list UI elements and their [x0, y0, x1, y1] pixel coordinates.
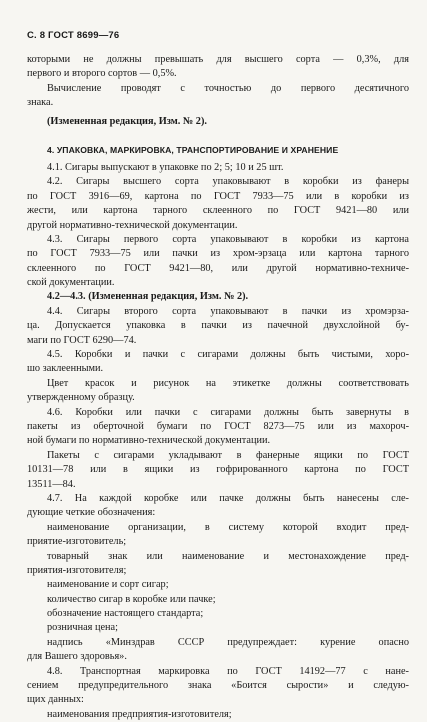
list-item: наименование и сорт сигар;: [47, 579, 169, 591]
text-line: которыми не должны превышать для высшего сорта — 0,3%, для: [27, 54, 409, 65]
text-line: 4.8. Транспортная маркировка по ГОСТ 14192—77 с нане-: [47, 665, 409, 677]
list-item: наименования предприятия-изготовителя;: [47, 708, 232, 720]
text-line: 4.1. Сигары выпускают в упаковке по 2; 5; 10 и 25 шт.: [47, 161, 284, 173]
text-line: по ГОСТ 3916—69, картона по ГОСТ 7933—75 или в коробки из: [27, 190, 409, 202]
text-line: жести, или картона тарного склеенного по ГОСТ 9421—80 или: [27, 205, 409, 217]
text-line: надпись «Минздрав СССР предупреждает: курение опасно: [47, 636, 409, 648]
text-line: ца. Допускается упаковка в пачки из пачечной двухслойной бу-: [27, 320, 409, 332]
amendment-note: (Измененная редакция, Изм. № 2).: [47, 115, 207, 127]
text-line: пакеты из оберточной бумаги по ГОСТ 8273—75 или из махороч-: [27, 420, 409, 432]
text-line: 10131—78 или в ящики из гофрированного картона по ГОСТ: [27, 464, 409, 476]
section-title: 4. УПАКОВКА, МАРКИРОВКА, ТРАНСПОРТИРОВАНИЕ И ХРАНЕНИЕ: [47, 144, 339, 155]
text-line: 4.5. Коробки и пачки с сигарами должны быть чистыми, хоро-: [47, 349, 409, 361]
text-line: сением предупредительного знака «Боится сырости» и следую-: [27, 680, 409, 692]
text-line: 4.3. Сигары первого сорта упаковывают в коробки из картона: [47, 233, 409, 245]
text-line: приятия-изготовителя;: [27, 564, 127, 576]
text-line: склеенного по ГОСТ 9421—80, или другой нормативно-техниче-: [27, 262, 409, 274]
text-line: знака.: [27, 97, 54, 109]
text-line: по ГОСТ 7933—75 или пачки из хром-эрзаца или картона тарного: [27, 248, 409, 260]
text-line: 13511—84.: [27, 478, 76, 490]
text-line: Цвет красок и рисунок на этикетке должны соответствовать: [47, 377, 409, 389]
list-item: обозначение настоящего стандарта;: [47, 608, 204, 620]
text-line: ной бумаги по нормативно-технической документации.: [27, 435, 271, 447]
text-line: товарный знак или наименование и местонахождение пред-: [47, 550, 409, 562]
list-item: количество сигар в коробке или пачке;: [47, 593, 216, 605]
list-item: розничная цена;: [47, 622, 118, 634]
text-line: шо заклеенными.: [27, 363, 104, 375]
text-line: 4.7. На каждой коробке или пачке должны быть нанесены сле-: [47, 492, 409, 504]
text-line: ской документации.: [27, 277, 115, 289]
text-line: Пакеты с сигарами укладывают в фанерные ящики по ГОСТ: [47, 449, 409, 461]
text-line: дующие четкие обозначения:: [27, 507, 156, 519]
text-line: утвержденному образцу.: [27, 392, 135, 404]
text-line: 4.2. Сигары высшего сорта упаковывают в коробки из фанеры: [47, 176, 409, 188]
page-header: С. 8 ГОСТ 8699—76: [27, 30, 120, 41]
text-line: приятие-изготовитель;: [27, 536, 127, 548]
document-body: [27, 53, 409, 722]
amendment-note: 4.2—4.3. (Измененная редакция, Изм. № 2).: [47, 291, 249, 303]
text-line: маги по ГОСТ 6290—74.: [27, 334, 137, 346]
text-line: наименование организации, в систему которой входит пред-: [47, 521, 409, 533]
text-line: другой нормативно-технической документации.: [27, 219, 238, 231]
text-line: щих данных:: [27, 694, 84, 706]
text-line: 4.4. Сигары второго сорта упаковывают в пачки из хромэрза-: [47, 305, 409, 317]
text-line: 4.6. Коробки или пачки с сигарами должны быть завернуты в: [47, 406, 409, 418]
text-line: первого и второго сортов — 0,5%.: [27, 68, 177, 80]
text-line: Вычисление проводят с точностью до первого десятичного: [47, 82, 409, 94]
text-line: для Вашего здоровья».: [27, 651, 127, 663]
